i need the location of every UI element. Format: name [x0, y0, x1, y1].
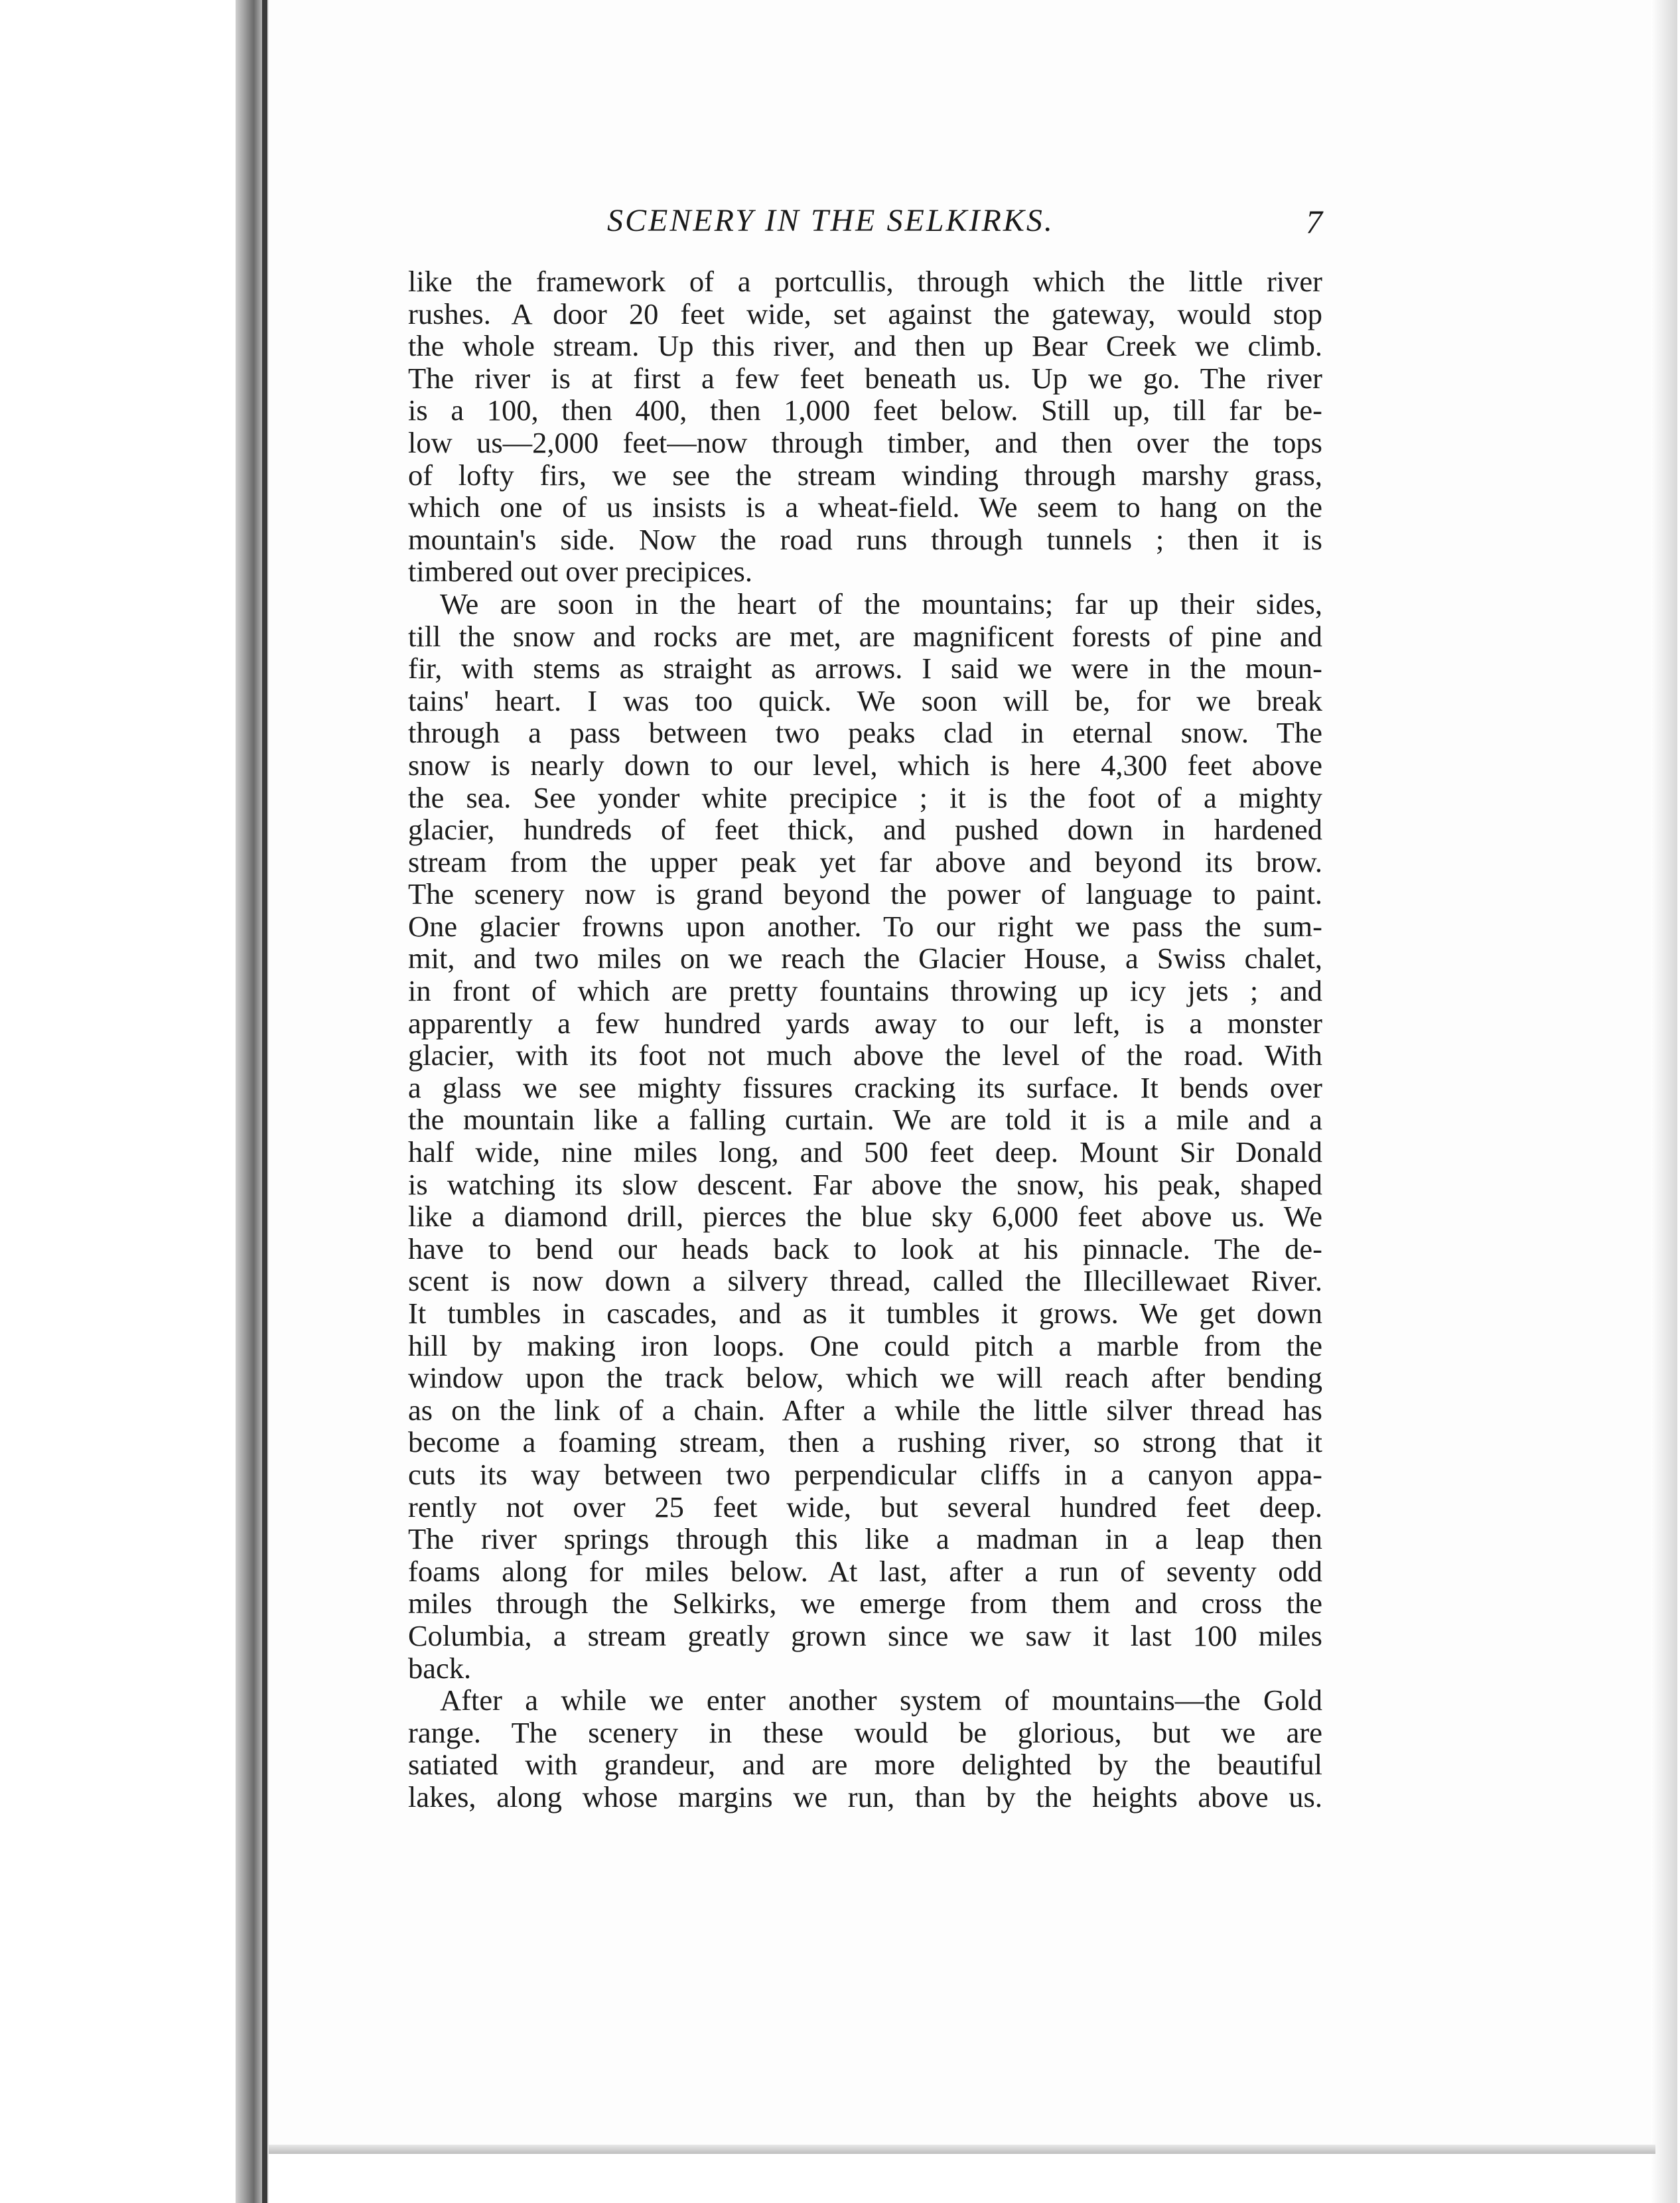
text-line: low us—2,000 feet—now through timber, and then over the tops	[408, 425, 1322, 459]
text-line: scent is now down a silvery thread, called the Illecillewaet River.	[408, 1264, 1322, 1298]
text-line: rently not over 25 feet wide, but several hundred feet deep.	[408, 1490, 1322, 1524]
text-line: cuts its way between two perpendicular cliffs in a canyon appa-	[408, 1457, 1322, 1491]
text-line: The river springs through this like a madman in a leap then	[408, 1522, 1322, 1556]
text-line: apparently a few hundred yards away to our left, is a monster	[408, 1006, 1322, 1040]
text-line: is a 100, then 400, then 1,000 feet below. Still up, till far be-	[408, 393, 1322, 427]
paragraph-end-line: back.	[408, 1651, 472, 1685]
text-line: mit, and two miles on we reach the Glacier House, a Swiss chalet,	[408, 942, 1322, 975]
text-line: have to bend our heads back to look at his pinnacle. The de-	[408, 1232, 1322, 1265]
text-line: the whole stream. Up this river, and then up Bear Creek we climb.	[408, 329, 1322, 363]
text-line: fir, with stems as straight as arrows. I said we were in the moun-	[408, 652, 1322, 685]
text-line: window upon the track below, which we will reach after bending	[408, 1361, 1322, 1395]
binding-edge-line	[262, 0, 267, 2203]
page-right-edge	[1651, 0, 1677, 2203]
text-line: range. The scenery in these would be glorious, but we are	[408, 1715, 1322, 1749]
page-header	[408, 202, 1322, 249]
text-line: in front of which are pretty fountains throwing up icy jets ; and	[408, 974, 1322, 1008]
text-line: rushes. A door 20 feet wide, set against the gateway, would stop	[408, 297, 1322, 330]
text-line: mountain's side. Now the road runs through tunnels ; then it is	[408, 522, 1322, 556]
text-line: foams along for miles below. At last, after a run of seventy odd	[408, 1554, 1322, 1588]
text-line: The river is at first a few feet beneath us. Up we go. The river	[408, 361, 1322, 395]
text-line: tains' heart. I was too quick. We soon will be, for we break	[408, 683, 1322, 717]
text-line: Columbia, a stream greatly grown since we saw it last 100 miles	[408, 1618, 1322, 1652]
text-line: which one of us insists is a wheat-field. We seem to hang on the	[408, 490, 1322, 524]
text-line: as on the link of a chain. After a while the little silver thread has	[408, 1393, 1322, 1427]
paragraph-start-line: We are soon in the heart of the mountains; far up their sides,	[440, 587, 1322, 620]
text-line: like the framework of a portcullis, through which the little river	[408, 265, 1322, 298]
text-line: become a foaming stream, then a rushing river, so strong that it	[408, 1425, 1322, 1459]
text-line: like a diamond drill, pierces the blue sky 6,000 feet above us. We	[408, 1200, 1322, 1234]
text-line: of lofty firs, we see the stream winding through marshy grass,	[408, 458, 1322, 492]
text-line: lakes, along whose margins we run, than by the heights above us.	[408, 1780, 1322, 1813]
text-line: the sea. See yonder white precipice ; it is the foot of a mighty	[408, 780, 1322, 814]
paragraph-end-line: timbered out over precipices.	[408, 555, 752, 589]
text-line: glacier, hundreds of feet thick, and pushed down in hardened	[408, 813, 1322, 847]
text-line: the mountain like a falling curtain. We are told it is a mile and a	[408, 1103, 1322, 1137]
text-line: snow is nearly down to our level, which is here 4,300 feet above	[408, 748, 1322, 782]
text-line: glacier, with its foot not much above the level of the road. With	[408, 1038, 1322, 1072]
text-line: It tumbles in cascades, and as it tumbles it grows. We get down	[408, 1297, 1322, 1330]
text-line: One glacier frowns upon another. To our right we pass the sum-	[408, 909, 1322, 943]
running-head: SCENERY IN THE SELKIRKS.	[607, 203, 1054, 238]
paragraph-start-line: After a while we enter another system of mountains—the Gold	[440, 1683, 1322, 1717]
text-line: half wide, nine miles long, and 500 feet deep. Mount Sir Donald	[408, 1135, 1322, 1169]
text-line: through a pass between two peaks clad in eternal snow. The	[408, 716, 1322, 750]
text-line: till the snow and rocks are met, are magnificent forests of pine and	[408, 619, 1322, 653]
page-number: 7	[1306, 203, 1322, 240]
text-line: is watching its slow descent. Far above the snow, his peak, shaped	[408, 1167, 1322, 1201]
text-line: The scenery now is grand beyond the power of language to paint.	[408, 877, 1322, 911]
body-text	[408, 265, 1322, 1813]
text-line: stream from the upper peak yet far above and beyond its brow.	[408, 845, 1322, 879]
text-line: hill by making iron loops. One could pitch a marble from the	[408, 1328, 1322, 1362]
text-line: miles through the Selkirks, we emerge from them and cross the	[408, 1587, 1322, 1620]
page-bottom-edge	[269, 2145, 1655, 2154]
text-line: satiated with grandeur, and are more delighted by the beautiful	[408, 1748, 1322, 1782]
text-line: a glass we see mighty fissures cracking its surface. It bends over	[408, 1070, 1322, 1104]
